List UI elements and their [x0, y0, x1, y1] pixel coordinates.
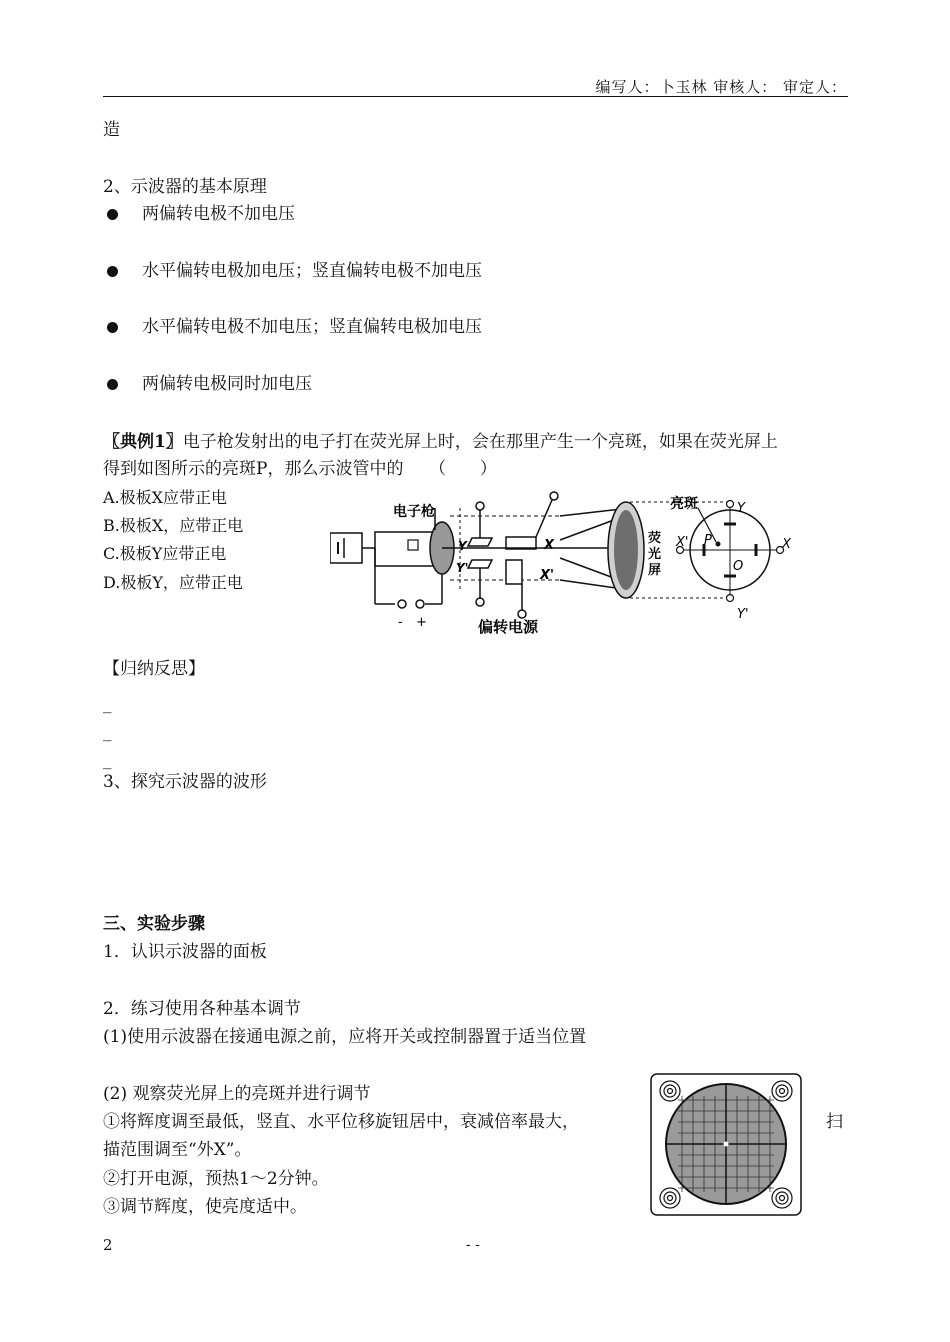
label-y-prime-plate: Y': [456, 561, 469, 575]
blank-line: _: [103, 722, 112, 742]
bullet-item: 两偏转电极同时加电压: [142, 374, 312, 394]
plate-y: [468, 538, 492, 546]
plus-label: +: [416, 615, 427, 630]
plate-x: [506, 537, 536, 549]
section2-title: 2、示波器的基本原理: [103, 177, 267, 197]
bullet-dot: [107, 209, 118, 220]
electron-gun: [375, 532, 435, 566]
terminal-plus: [416, 600, 424, 608]
battery-box: [330, 533, 362, 563]
label-p: P: [704, 533, 712, 548]
sub-step-1-line1: ①将辉度调至最低，竖直、水平位移旋钮居中，衰减倍率最大，: [103, 1112, 579, 1132]
header-rule: [103, 96, 848, 97]
bullet-item: 两偏转电极不加电压: [142, 204, 295, 224]
bullet-item: 水平偏转电极加电压；竖直偏转电极不加电压: [142, 261, 482, 281]
screen-label-char: 荧: [648, 531, 662, 546]
example-line2: 得到如图所示的亮斑P，那么示波管中的 （ ）: [103, 459, 497, 479]
footer-center: - -: [466, 1237, 480, 1253]
option-d: D.极板Y，应带正电: [103, 573, 243, 592]
sub-step-2: ②打开电源，预热1～2分钟。: [103, 1169, 329, 1189]
example-tag: 〖典例1〗: [103, 432, 183, 452]
label-y-prime-screen: Y': [737, 607, 749, 622]
step2-1: (1)使用示波器在接通电源之前，应将开关或控制器置于适当位置: [103, 1027, 587, 1047]
example-line1: [103, 432, 778, 452]
label-y-plate: Y: [458, 539, 467, 553]
page-number: 2: [103, 1236, 113, 1254]
blank-line: _: [103, 750, 112, 770]
label-x-plate: X: [544, 538, 555, 553]
step1: 1．认识示波器的面板: [103, 942, 267, 962]
sub-step-1-line2: 描范围调至“外X”。: [103, 1140, 252, 1160]
bullet-item: 水平偏转电极不加电压；竖直偏转电极加电压: [142, 317, 482, 337]
step2-2: (2) 观察荧光屏上的亮斑并进行调节: [103, 1084, 371, 1104]
plate-x-prime: [506, 560, 522, 584]
oscilloscope-tube-diagram: [330, 486, 800, 642]
screen-label-char: 光: [648, 547, 662, 562]
minus-label: -: [398, 615, 403, 630]
page-header: 编写人：卜玉林 审核人： 审定人：: [595, 78, 847, 96]
screen-label-char: 屏: [648, 563, 662, 578]
option-a: A.极板X应带正电: [103, 488, 228, 507]
bullet-dot: [107, 266, 118, 277]
label-y-screen: Y: [737, 501, 745, 516]
power-label: 偏转电源: [478, 618, 539, 636]
continued-text: 造: [103, 120, 120, 140]
bullet-dot: [107, 379, 118, 390]
spot-label: 亮斑: [670, 496, 698, 512]
label-x-prime-screen: X': [676, 535, 689, 550]
option-b: B.极板X，应带正电: [103, 516, 244, 535]
section3-title: 3、探究示波器的波形: [103, 772, 267, 792]
terminal-minus: [398, 600, 406, 608]
label-o: O: [733, 559, 744, 574]
sub-step-3: ③调节辉度，使亮度适中。: [103, 1197, 307, 1217]
example-question: 电子枪发射出的电子打在荧光屏上时，会在那里产生一个亮斑，如果在荧光屏上: [182, 432, 778, 452]
plate-y-prime: [468, 560, 492, 568]
gun-label: 电子枪: [393, 504, 435, 520]
blank-line: _: [103, 694, 112, 714]
part3-title: 三、实验步骤: [103, 914, 205, 934]
sub-step-1-tail: 扫: [826, 1112, 843, 1132]
label-x-screen: X: [782, 537, 791, 552]
bright-spot-p: [716, 542, 721, 547]
option-c: C.极板Y应带正电: [103, 544, 227, 563]
label-x-prime-plate: X': [540, 568, 555, 583]
reflection-title: 【归纳反思】: [103, 659, 205, 679]
oscilloscope-panel-illustration: [650, 1073, 802, 1216]
step2: 2．练习使用各种基本调节: [103, 999, 301, 1019]
bullet-dot: [107, 322, 118, 333]
